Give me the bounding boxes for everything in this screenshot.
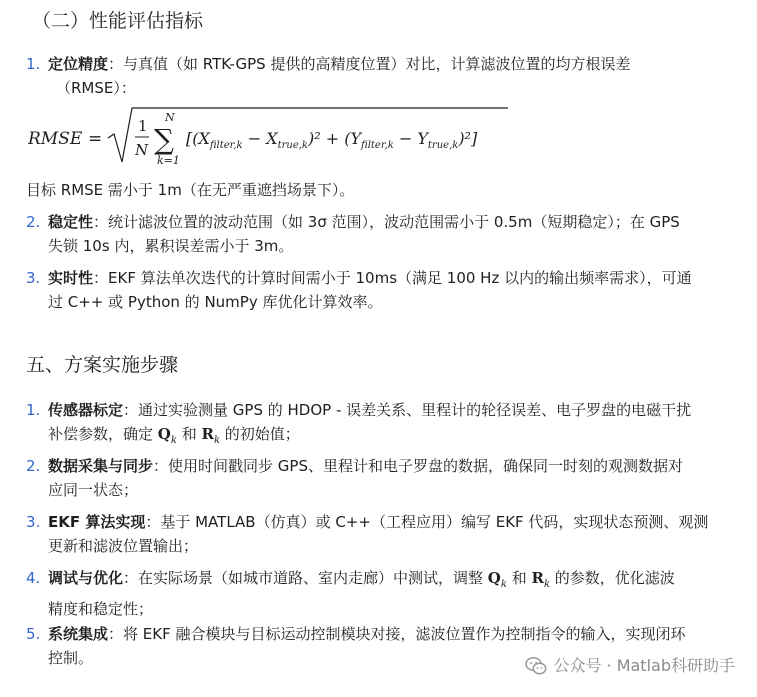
- list-line: [48, 52, 728, 76]
- item-title: 定位精度: [48, 55, 109, 73]
- list-number: 2.: [26, 213, 41, 231]
- list-line: [48, 454, 728, 478]
- item-text: （RMSE）：: [56, 79, 136, 97]
- list-number: 1.: [26, 401, 41, 419]
- section-heading-performance: （二）性能评估指标: [32, 10, 204, 32]
- list-number: 5.: [26, 625, 41, 643]
- list-line: 补偿参数，确定 $Q_k$ 和 $R_k$ 的初始值；: [48, 425, 300, 446]
- fraction-denominator: N: [135, 141, 149, 159]
- item-text: ：与真值（如 RTK-GPS 提供的高精度位置）对比，计算滤波位置的均方根误差: [108, 55, 631, 73]
- item-text: 控制。: [48, 649, 94, 667]
- section-heading-implementation: 五、方案实施步骤: [26, 354, 179, 376]
- formula-lhs: RMSE: [28, 129, 83, 149]
- watermark-text: 公众号 · Matlab科研助手: [553, 656, 735, 675]
- list-line: [48, 398, 728, 422]
- list-line: [48, 210, 728, 234]
- item-title: 数据采集与同步: [48, 457, 154, 475]
- wechat-icon: [525, 656, 547, 676]
- item-text: ：使用时间戳同步 GPS、里程计和电子罗盘的数据，确保同一时刻的观测数据对: [153, 457, 683, 475]
- list-line: [48, 510, 728, 534]
- list-line: [48, 266, 728, 290]
- formula-equals: =: [88, 129, 103, 149]
- item-text: 过 C++ 或 Python 的 NumPy 库优化计算效率。: [48, 293, 383, 311]
- item-text: ：基于 MATLAB（仿真）或 C++（工程应用）编写 EKF 代码，实现状态预测、观测: [145, 513, 709, 531]
- item-title: 调试与优化: [48, 569, 124, 587]
- list-number: 3.: [26, 269, 41, 287]
- formula-term: $[(X_{filter,k} - X_{true,k})^2 + (Y_{filter,k} - Y_{true,k})^2]$: [186, 129, 478, 151]
- list-number: 2.: [26, 457, 41, 475]
- sum-sign: ∑: [154, 123, 174, 156]
- fraction-numerator: 1: [138, 117, 148, 135]
- list-line: [48, 622, 728, 646]
- list-number: 4.: [26, 569, 41, 587]
- list-number: 3.: [26, 513, 41, 531]
- list-line: 调试与优化：在实际场景（如城市道路、室内走廊）中测试，调整 $Q_k$ 和 $R_k$ 的参数，优化滤波: [48, 569, 675, 590]
- item-text: 精度和稳定性；: [48, 600, 154, 618]
- item-title: 系统集成: [48, 625, 109, 643]
- item-title: 稳定性: [48, 213, 94, 231]
- watermark: [525, 654, 735, 678]
- item-text: ：统计滤波位置的波动范围（如 3σ 范围），波动范围需小于 0.5m（短期稳定）；在 GPS: [93, 213, 680, 231]
- item-text: 失锁 10s 内，累积误差需小于 3m。: [48, 237, 294, 255]
- item-text: ：通过实验测量 GPS 的 HDOP - 误差关系、里程计的轮径误差、电子罗盘的电磁干扰: [123, 401, 692, 419]
- item-text: 更新和滤波位置输出；: [48, 537, 199, 555]
- item-text: ：EKF 算法单次迭代的计算时间需小于 10ms（满足 100 Hz 以内的输出频率需求），可通: [93, 269, 692, 287]
- sum-lower-limit: k=1: [157, 154, 180, 167]
- sum-upper-limit: N: [165, 111, 175, 124]
- list-number: 1.: [26, 55, 41, 73]
- item-title: 传感器标定: [48, 401, 124, 419]
- item-text: 应同一状态；: [48, 481, 139, 499]
- rmse-formula: [28, 104, 518, 170]
- item-title: EKF 算法实现: [48, 513, 146, 531]
- item-text: ：将 EKF 融合模块与目标运动控制模块对接，滤波位置作为控制指令的输入，实现闭环: [108, 625, 686, 643]
- item-title: 实时性: [48, 269, 94, 287]
- rmse-target-note: 目标 RMSE 需小于 1m（在无严重遮挡场景下）。: [26, 181, 355, 199]
